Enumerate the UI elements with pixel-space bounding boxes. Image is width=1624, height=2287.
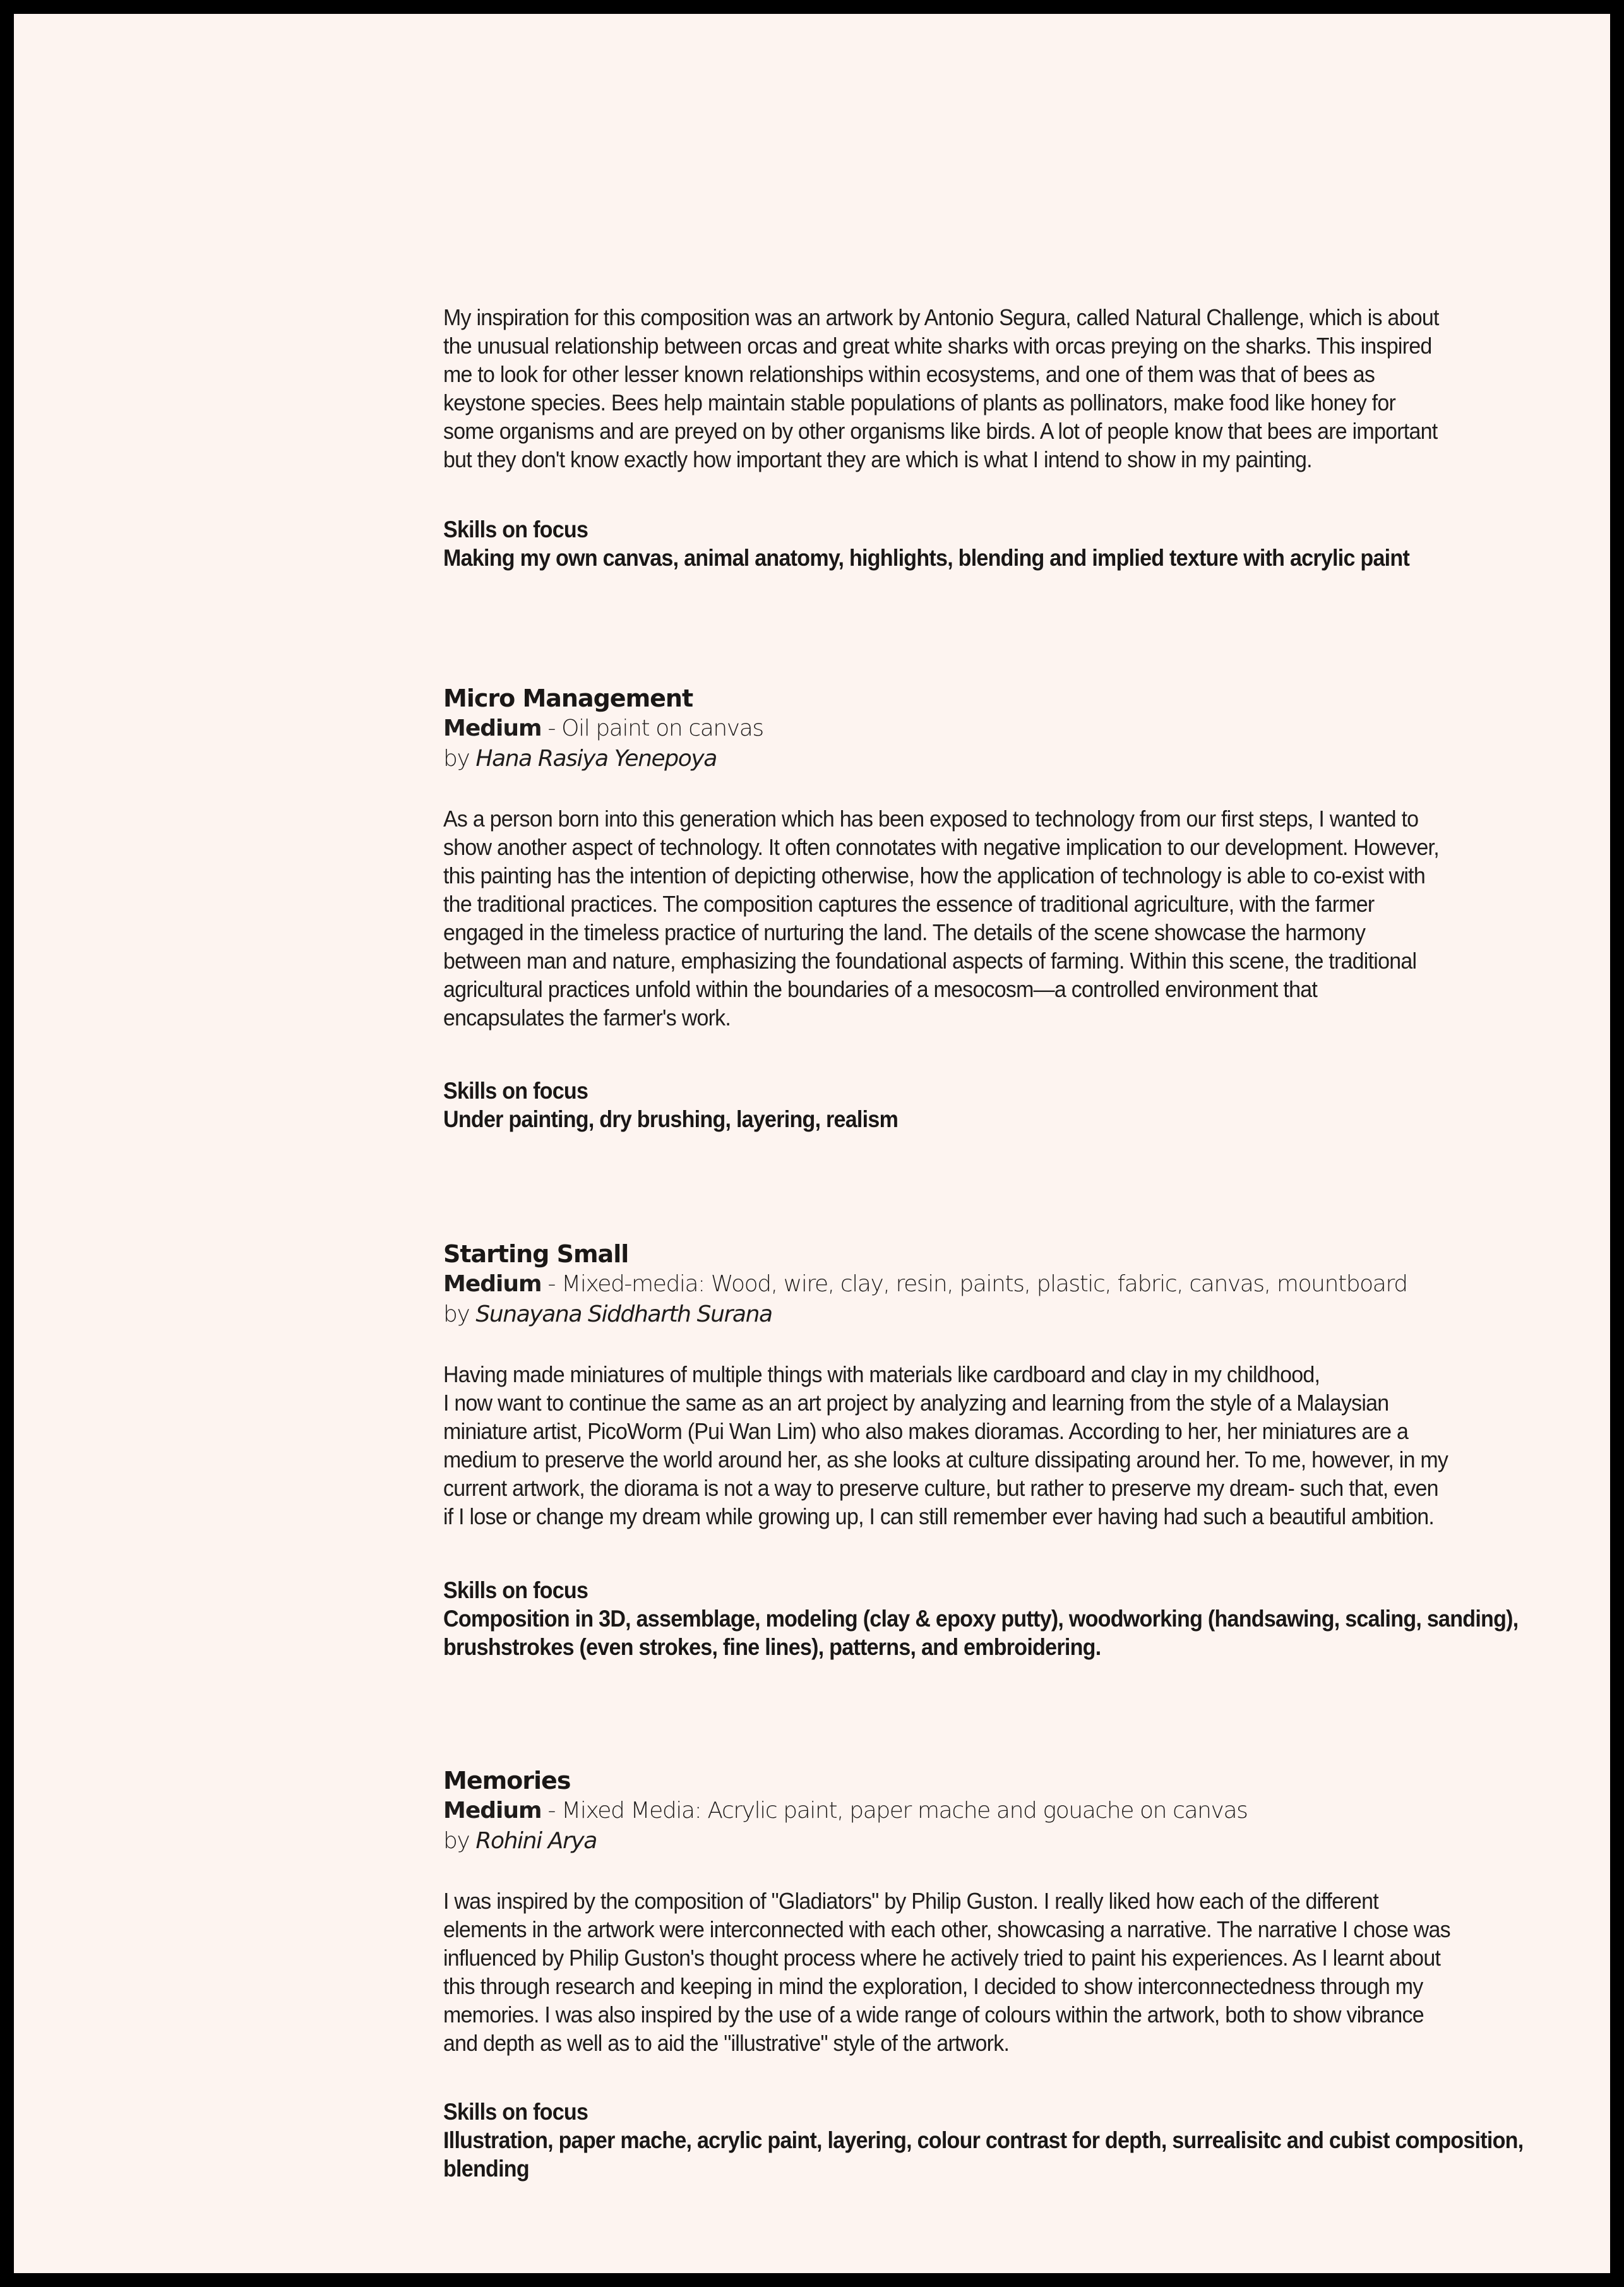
- artwork-title: Memories: [443, 1767, 571, 1794]
- text-line: current artwork, the diorama is not a way to preserve culture, but rather to preserve my dream- such that, even: [443, 1475, 1438, 1501]
- skills-line: Illustration, paper mache, acrylic paint, layering, colour contrast for depth, surrealisitc and cubist composition,: [443, 2127, 1524, 2153]
- artwork-header-starting-small: [443, 1239, 1407, 1330]
- skills-line: Under painting, dry brushing, layering, realism: [443, 1106, 899, 1132]
- skills-line: blending: [443, 2156, 529, 2182]
- by-prefix: by: [443, 1828, 476, 1854]
- document-page: [14, 14, 1610, 2273]
- intro-section: [443, 303, 1618, 474]
- medium-text: - Oil paint on canvas: [541, 715, 763, 741]
- medium-label: Medium: [443, 1798, 542, 1824]
- text-line: keystone species. Bees help maintain stable populations of plants as pollinators, make food like honey for: [443, 390, 1396, 415]
- text-line: the unusual relationship between orcas and great white sharks with orcas preying on the sharks. This inspired: [443, 333, 1432, 359]
- text-line: memories. I was also inspired by the use of a wide range of colours within the artwork, both to show vibrance: [443, 2002, 1424, 2027]
- text-line: influenced by Philip Guston's thought process where he actively tried to paint his experiences. As I learnt about: [443, 1945, 1441, 1971]
- text-line: I was inspired by the composition of "Gladiators" by Philip Guston. I really liked how each of the different: [443, 1888, 1378, 1914]
- artwork-description: [443, 1360, 1618, 1531]
- text-line: As a person born into this generation which has been exposed to technology from our first steps, I wanted to: [443, 806, 1419, 832]
- text-line: show another aspect of technology. It often connotates with negative implication to our development. However,: [443, 834, 1439, 860]
- description-paragraph: [443, 804, 1536, 1032]
- skills-heading: Skills on focus: [443, 1577, 588, 1603]
- medium-text: - Mixed Media: Acrylic paint, paper mache and gouache on canvas: [541, 1798, 1248, 1824]
- medium-line: [443, 714, 763, 744]
- artwork-skills: [443, 1077, 1624, 1133]
- text-line: some organisms and are preyed on by other organisms like birds. A lot of people know that bees are important: [443, 418, 1438, 444]
- artist-name: Sunayana Siddharth Surana: [475, 1301, 772, 1327]
- by-prefix: by: [443, 1301, 476, 1327]
- skills-line: brushstrokes (even strokes, fine lines), patterns, and embroidering.: [443, 1634, 1101, 1660]
- text-line: and depth as well as to aid the "illustrative" style of the artwork.: [443, 2030, 1010, 2056]
- medium-line: [443, 1269, 1407, 1299]
- intro-paragraph: [443, 303, 1536, 474]
- artwork-header-memories: [443, 1765, 1247, 1856]
- description-paragraph: [443, 1887, 1536, 2057]
- text-line: medium to preserve the world around her, as she looks at culture dissipating around her. To me, however, in my: [443, 1447, 1448, 1472]
- text-line: this painting has the intention of depicting otherwise, how the application of technology is able to co-exist with: [443, 863, 1425, 888]
- text-line: My inspiration for this composition was an artwork by Antonio Segura, called Natural Challenge, which is about: [443, 304, 1439, 330]
- text-line: elements in the artwork were interconnected with each other, showcasing a narrative. The narrative I chose was: [443, 1916, 1450, 1942]
- artwork-header-micro-management: [443, 683, 763, 774]
- text-line: Having made miniatures of multiple things with materials like cardboard and clay in my childhood,: [443, 1361, 1320, 1387]
- text-line: I now want to continue the same as an art project by analyzing and learning from the style of a Malaysian: [443, 1390, 1389, 1416]
- description-paragraph: [443, 1360, 1536, 1531]
- by-line: [443, 1826, 1247, 1856]
- skills-text: [443, 1105, 1605, 1133]
- artist-name: Rohini Arya: [475, 1828, 597, 1854]
- artwork-description: [443, 804, 1618, 1032]
- text-line: engaged in the timeless practice of nurturing the land. The details of the scene showcase the harmony: [443, 919, 1366, 945]
- artwork-title: Starting Small: [443, 1240, 629, 1268]
- by-line: [443, 744, 763, 774]
- medium-line: [443, 1796, 1247, 1826]
- skills-text: [443, 1604, 1605, 1661]
- text-line: miniature artist, PicoWorm (Pui Wan Lim) who also makes dioramas. According to her, her miniatures are a: [443, 1418, 1409, 1444]
- text-line: agricultural practices unfold within the boundaries of a mesocosm—a controlled environment that: [443, 976, 1318, 1002]
- text-line: if I lose or change my dream while growing up, I can still remember ever having had such a beautiful ambition.: [443, 1503, 1435, 1529]
- skills-heading: Skills on focus: [443, 517, 588, 542]
- skills-text: [443, 2126, 1605, 2183]
- text-line: the traditional practices. The composition captures the essence of traditional agriculture, with the farmer: [443, 891, 1375, 917]
- artwork-description: [443, 1887, 1618, 2057]
- text-line: between man and nature, emphasizing the foundational aspects of farming. Within this scene, the traditional: [443, 948, 1417, 974]
- skills-line: Composition in 3D, assemblage, modeling (clay & epoxy putty), woodworking (handsawing, scaling, sanding),: [443, 1606, 1519, 1632]
- skills-heading: Skills on focus: [443, 1078, 588, 1104]
- text-line: but they don't know exactly how important they are which is what I intend to show in my painting.: [443, 446, 1312, 472]
- medium-label: Medium: [443, 715, 542, 741]
- skills-line: Making my own canvas, animal anatomy, highlights, blending and implied texture with acrylic paint: [443, 545, 1410, 571]
- medium-label: Medium: [443, 1271, 542, 1297]
- skills-text: [443, 544, 1605, 572]
- artwork-title: Micro Management: [443, 684, 693, 712]
- by-prefix: by: [443, 746, 476, 772]
- text-line: this through research and keeping in mind the exploration, I decided to show interconnectedness through my: [443, 1973, 1423, 1999]
- medium-text: - Mixed-media: Wood, wire, clay, resin, paints, plastic, fabric, canvas, mountboard: [541, 1271, 1407, 1297]
- artist-name: Hana Rasiya Yenepoya: [475, 746, 717, 772]
- text-line: encapsulates the farmer's work.: [443, 1005, 731, 1030]
- intro-skills: [443, 515, 1624, 572]
- skills-heading: Skills on focus: [443, 2099, 588, 2125]
- artwork-skills: [443, 2098, 1624, 2183]
- text-line: me to look for other lesser known relationships within ecosystems, and one of them was that of bees as: [443, 361, 1375, 387]
- artwork-skills: [443, 1576, 1624, 1661]
- by-line: [443, 1299, 1407, 1330]
